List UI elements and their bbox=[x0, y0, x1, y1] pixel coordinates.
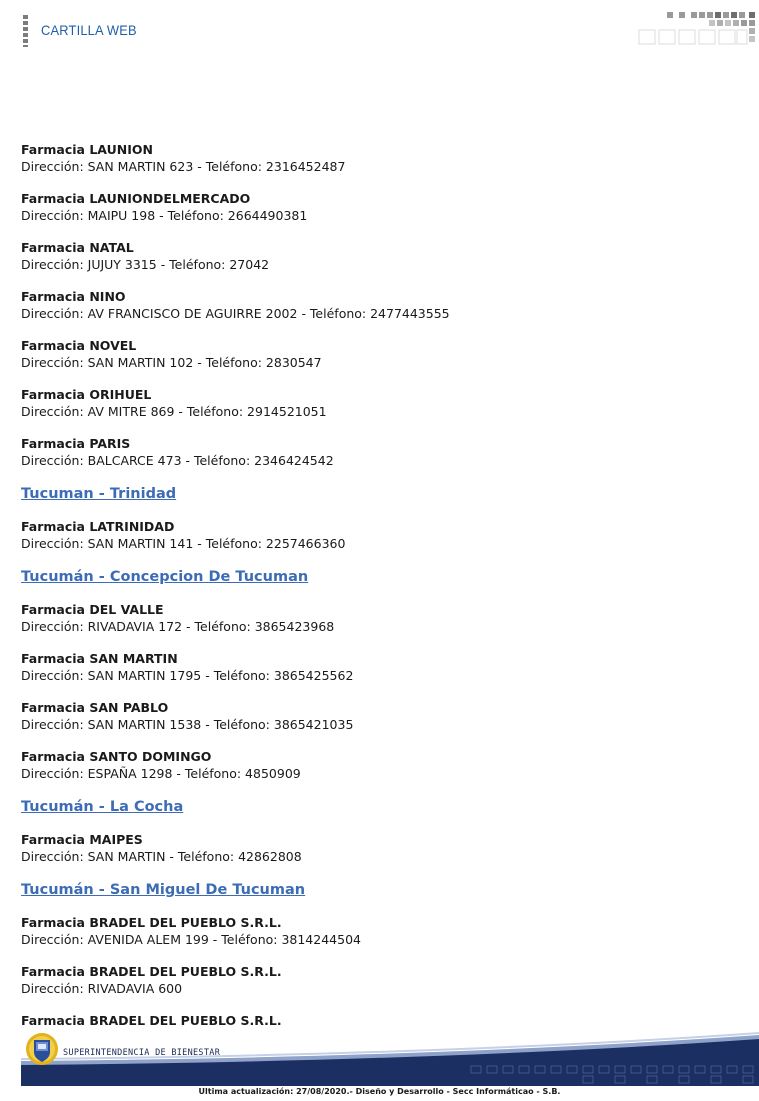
pharmacy-name: Farmacia BRADEL DEL PUEBLO S.R.L. bbox=[21, 915, 282, 930]
footer-update-line: Ultima actualización: 27/08/2020.- Diseño y Desarrollo - Secc Informáticao - S.B. bbox=[198, 1087, 561, 1096]
section-heading[interactable]: Tucuman - Trinidad bbox=[21, 486, 177, 502]
pharmacy-list bbox=[21, 142, 741, 1045]
pharmacy-entry bbox=[21, 142, 741, 175]
pharmacy-address: Dirección: RIVADAVIA 172 - Teléfono: 3865423968 bbox=[21, 619, 335, 634]
pharmacy-address: Dirección: AV MITRE 869 - Teléfono: 2914521051 bbox=[21, 404, 327, 419]
pharmacy-name: Farmacia LAUNION bbox=[21, 142, 153, 157]
pharmacy-entry bbox=[21, 749, 741, 782]
header-decoration-squares bbox=[637, 12, 759, 46]
page-title: CARTILLA WEB bbox=[41, 22, 137, 38]
pharmacy-address: Dirección: AVENIDA ALEM 199 - Teléfono: 3814244504 bbox=[21, 932, 361, 947]
pharmacy-address: Dirección: MAIPU 198 - Teléfono: 2664490381 bbox=[21, 208, 308, 223]
pharmacy-name: Farmacia LAUNIONDELMERCADO bbox=[21, 191, 251, 206]
pharmacy-entry bbox=[21, 387, 741, 420]
pharmacy-address: Dirección: SAN MARTIN 102 - Teléfono: 2830547 bbox=[21, 355, 322, 370]
pharmacy-name: Farmacia NATAL bbox=[21, 240, 134, 255]
pharmacy-name: Farmacia DEL VALLE bbox=[21, 602, 164, 617]
pharmacy-entry bbox=[21, 519, 741, 552]
section-heading[interactable]: Tucumán - San Miguel De Tucuman bbox=[21, 882, 306, 898]
pharmacy-entry bbox=[21, 964, 741, 997]
pharmacy-address: Dirección: SAN MARTIN 1795 - Teléfono: 3865425562 bbox=[21, 668, 354, 683]
pharmacy-entry bbox=[21, 651, 741, 684]
pharmacy-address: Dirección: AV FRANCISCO DE AGUIRRE 2002 - Teléfono: 2477443555 bbox=[21, 306, 450, 321]
pharmacy-address: Dirección: SAN MARTIN 141 - Teléfono: 2257466360 bbox=[21, 536, 346, 551]
pharmacy-entry bbox=[21, 436, 741, 469]
pharmacy-name: Farmacia MAIPES bbox=[21, 832, 143, 847]
pharmacy-address: Dirección: JUJUY 3315 - Teléfono: 27042 bbox=[21, 257, 270, 272]
pharmacy-entry bbox=[21, 832, 741, 865]
pharmacy-name: Farmacia SAN MARTIN bbox=[21, 651, 178, 666]
pharmacy-name: Farmacia NOVEL bbox=[21, 338, 137, 353]
pharmacy-entry bbox=[21, 191, 741, 224]
pharmacy-address: Dirección: SAN MARTIN - Teléfono: 42862808 bbox=[21, 849, 302, 864]
pharmacy-entry bbox=[21, 1013, 741, 1029]
pharmacy-entry bbox=[21, 915, 741, 948]
pharmacy-entry bbox=[21, 338, 741, 371]
pharmacy-address: Dirección: BALCARCE 473 - Teléfono: 2346424542 bbox=[21, 453, 334, 468]
pharmacy-name: Farmacia SAN PABLO bbox=[21, 700, 169, 715]
pharmacy-name: Farmacia LATRINIDAD bbox=[21, 519, 175, 534]
page-header bbox=[0, 0, 759, 60]
pharmacy-address: Dirección: SAN MARTIN 623 - Teléfono: 2316452487 bbox=[21, 159, 346, 174]
pharmacy-name: Farmacia NINO bbox=[21, 289, 126, 304]
footer-organization: SUPERINTENDENCIA DE BIENESTAR bbox=[63, 1048, 221, 1058]
pharmacy-entry bbox=[21, 240, 741, 273]
pharmacy-entry bbox=[21, 602, 741, 635]
pharmacy-entry bbox=[21, 700, 741, 733]
section-heading[interactable]: Tucumán - La Cocha bbox=[21, 799, 184, 815]
pharmacy-name: Farmacia ORIHUEL bbox=[21, 387, 152, 402]
section-heading[interactable]: Tucumán - Concepcion De Tucuman bbox=[21, 569, 309, 585]
pharmacy-address: Dirección: SAN MARTIN 1538 - Teléfono: 3865421035 bbox=[21, 717, 354, 732]
pharmacy-name: Farmacia BRADEL DEL PUEBLO S.R.L. bbox=[21, 964, 282, 979]
pharmacy-address: Dirección: RIVADAVIA 600 bbox=[21, 981, 183, 996]
header-bar-mark bbox=[23, 15, 28, 47]
pharmacy-name: Farmacia BRADEL DEL PUEBLO S.R.L. bbox=[21, 1013, 282, 1028]
pharmacy-name: Farmacia SANTO DOMINGO bbox=[21, 749, 212, 764]
institution-seal-icon bbox=[25, 1032, 59, 1066]
pharmacy-address: Dirección: ESPAÑA 1298 - Teléfono: 4850909 bbox=[21, 766, 301, 781]
pharmacy-name: Farmacia PARIS bbox=[21, 436, 131, 451]
page-footer bbox=[0, 1028, 759, 1101]
pharmacy-entry bbox=[21, 289, 741, 322]
